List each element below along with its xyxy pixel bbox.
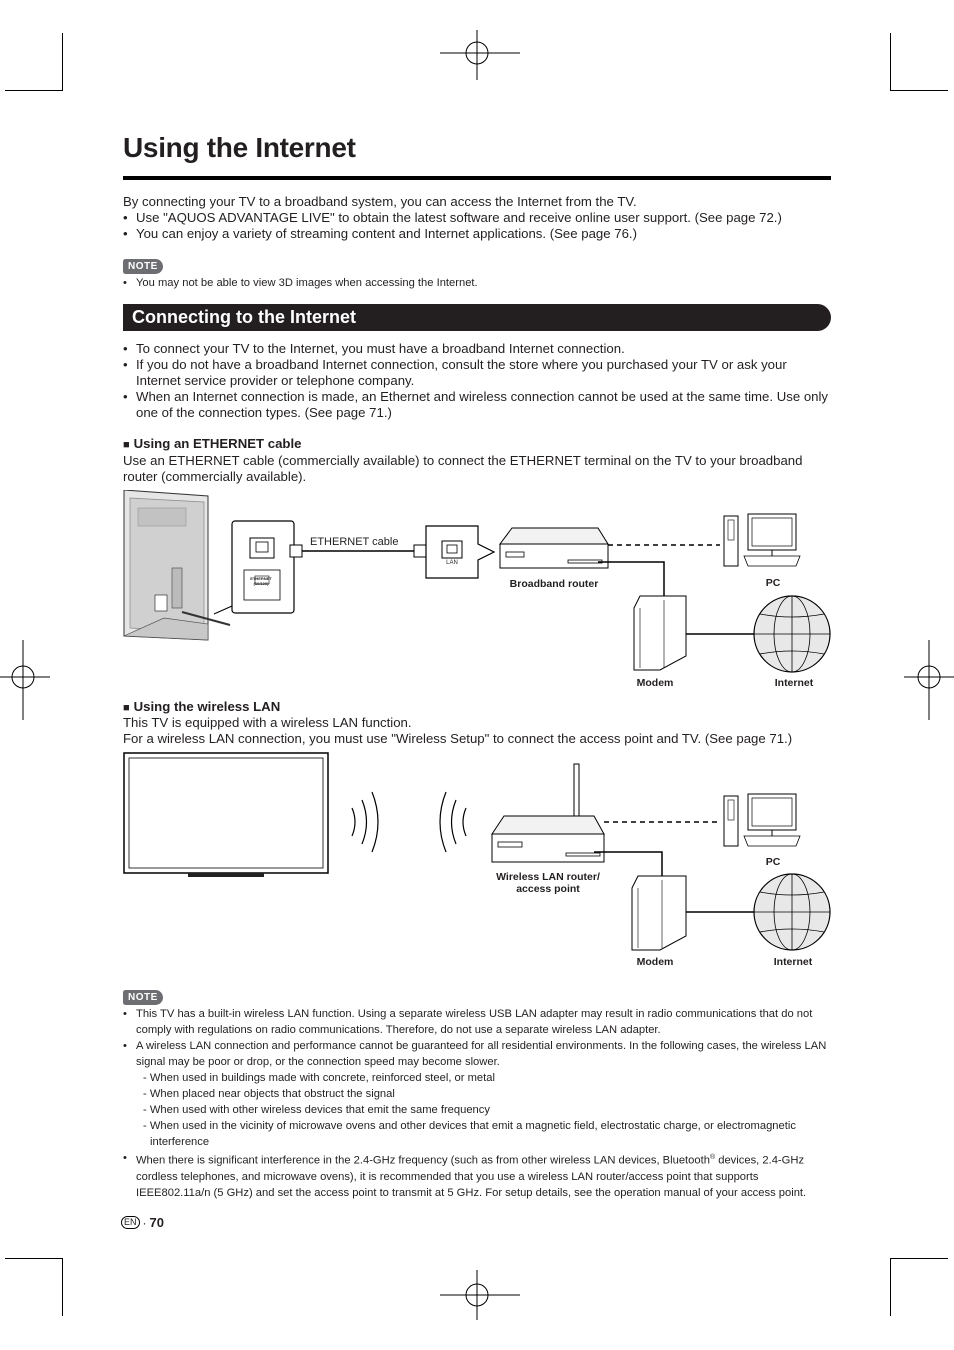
footer-separator: · <box>142 1215 147 1230</box>
modem-label-1: Modem <box>636 677 674 689</box>
dash-item-2: - When placed near objects that obstruct the signal <box>143 1088 395 1100</box>
wireless-router-label: Wireless LAN router/ access point <box>496 871 600 895</box>
internet-label-2: Internet <box>773 956 813 968</box>
note-2-bullet-2: • A wireless LAN connection and performance cannot be guaranteed for all residential environments. In the following cases, the wireless LAN signal may be poor or drop, or the connection speed may become slower. <box>123 1038 835 1070</box>
wireless-text-2: For a wireless LAN connection, you must use "Wireless Setup" to connect the access point and TV. (See page 71.) <box>123 731 793 746</box>
page-number: 70 <box>149 1215 164 1230</box>
tv-port-label: ETHERNET (10/100) <box>250 576 272 586</box>
intro-bullet-1: • Use "AQUOS ADVANTAGE LIVE" to obtain the latest software and receive online user support. (See page 72.) <box>123 210 835 226</box>
broadband-router-label: Broadband router <box>509 578 599 590</box>
note-2-bullet-3: • When there is significant interference in the 2.4-GHz frequency (such as from other wireless LAN devices, Bluetooth® devices, 2.4-GHz cordless telephones, and microwave ovens), it is recommended that you use a wireless LAN router/access point that supports IEEE802.11a/n (5 GHz) and set the access point to transmit at 5 GHz. For setup details, see the operation manual of your access point. <box>123 1150 835 1201</box>
registration-mark-top <box>440 30 520 80</box>
intro-text: By connecting your TV to a broadband system, you can access the Internet from the TV. <box>123 194 637 209</box>
language-badge: EN <box>121 1216 140 1229</box>
internet-label-1: Internet <box>774 677 814 689</box>
registration-mark-left <box>0 640 50 720</box>
ethernet-cable-label: ETHERNET cable <box>310 536 399 548</box>
ethernet-heading: ■ Using an ETHERNET cable <box>123 436 301 451</box>
note-1-text: • You may not be able to view 3D images when accessing the Internet. <box>123 275 836 291</box>
registered-mark: ® <box>709 1154 716 1161</box>
note-2-dash-list <box>123 1070 835 1150</box>
modem-label-2: Modem <box>636 956 674 968</box>
ethernet-text: Use an ETHERNET cable (commercially available) to connect the ETHERNET terminal on the TV to your broadband router (commercially available). <box>123 453 803 484</box>
section-bullet-1: • To connect your TV to the Internet, you must have a broadband Internet connection. <box>123 341 835 357</box>
note-badge-2: NOTE <box>123 987 163 1005</box>
intro-block <box>123 194 835 242</box>
tv-back-panel-illustration <box>124 490 230 640</box>
section-bullets <box>123 341 835 421</box>
dash-item-4: - When used in the vicinity of microwave ovens and other devices that emit a magnetic field, electrostatic charge, or electromagnetic interference <box>143 1120 796 1148</box>
title-rule <box>123 176 831 180</box>
note-2-bullet-1: • This TV has a built-in wireless LAN function. Using a separate wireless USB LAN adapter may result in radio communications that do not comply with regulations on radio communications. Therefore, do not use a separate wireless LAN adapter. <box>123 1006 835 1038</box>
lan-port-label: LAN <box>446 560 458 566</box>
registration-mark-bottom <box>440 1270 520 1320</box>
intro-bullet-2: • You can enjoy a variety of streaming content and Internet applications. (See page 76.) <box>123 226 835 242</box>
wireless-heading: ■ Using the wireless LAN <box>123 699 280 714</box>
pc-label-2: PC <box>765 856 781 868</box>
notes-2-block <box>123 1006 835 1201</box>
page-title: Using the Internet <box>123 132 356 163</box>
dash-item-3: - When used with other wireless devices that emit the same frequency <box>143 1104 490 1116</box>
wireless-text <box>123 715 843 747</box>
section-bullet-3: • When an Internet connection is made, an Ethernet and wireless connection cannot be used at the same time. Use only one of the connection types. (See page 71.) <box>123 389 835 421</box>
dash-item-1: - When used in buildings made with concrete, reinforced steel, or metal <box>143 1072 495 1084</box>
pc-label-1: PC <box>765 577 781 589</box>
section-heading: Connecting to the Internet <box>123 304 831 331</box>
note-badge-1: NOTE <box>123 256 163 274</box>
section-bullet-2: • If you do not have a broadband Internet connection, consult the store where you purchased your TV or ask your Internet service provider or telephone company. <box>123 357 835 389</box>
registration-mark-right <box>904 640 954 720</box>
wireless-diagram <box>120 750 835 960</box>
ethernet-diagram <box>120 490 835 690</box>
wireless-text-1: This TV is equipped with a wireless LAN function. <box>123 715 412 730</box>
page-footer <box>121 1215 164 1230</box>
